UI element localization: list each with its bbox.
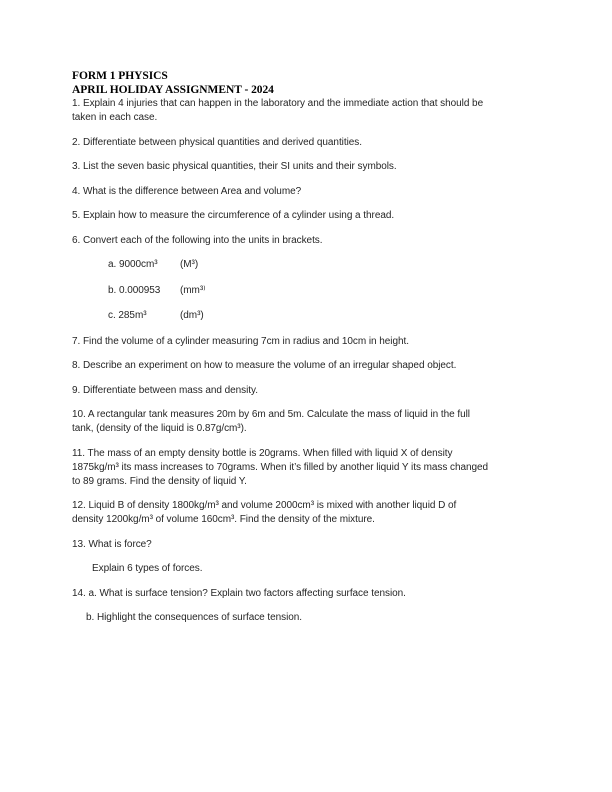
assignment-title: APRIL HOLIDAY ASSIGNMENT - 2024: [72, 84, 274, 96]
question-4: [72, 185, 542, 199]
question-10: [72, 408, 542, 436]
text-line: 1875kg/m³ its mass increases to 70grams. When it’s filled by another liquid Y its mass changed: [72, 461, 489, 473]
conversion-target-unit: (dm³): [180, 310, 204, 321]
question-11: [72, 447, 542, 489]
text-line: to 89 grams. Find the density of liquid Y.: [72, 475, 247, 487]
conversion-target-unit: (M³): [180, 259, 199, 270]
question-14b: [72, 611, 542, 625]
text-line: 11. The mass of an empty density bottle is 20grams. When filled with liquid X of density: [72, 447, 453, 459]
question-13-subtext: [72, 562, 542, 576]
text-line: 8. Describe an experiment on how to measure the volume of an irregular shaped object.: [72, 360, 457, 371]
question-5: [72, 209, 542, 223]
text-line: 2. Differentiate between physical quantities and derived quantities.: [72, 136, 362, 148]
question-13: [72, 538, 542, 552]
text-line: 4. What is the difference between Area and volume?: [72, 185, 302, 197]
text-line: taken in each case.: [72, 112, 158, 123]
text-line: 1. Explain 4 injuries that can happen in the laboratory and the immediate action that should be: [72, 98, 484, 109]
conversion-value: a. 9000cm³: [108, 259, 158, 270]
question-6-item-a: [72, 258, 542, 272]
text-line: tank, (density of the liquid is 0.87g/cm³).: [72, 423, 247, 434]
text-line: 12. Liquid B of density 1800kg/m³ and volume 2000cm³ is mixed with another liquid D of: [72, 500, 457, 511]
conversion-value: c. 285m³: [108, 310, 147, 321]
text-line: density 1200kg/m³ of volume 160cm³. Find the density of the mixture.: [72, 514, 375, 525]
text-line: 5. Explain how to measure the circumference of a cylinder using a thread.: [72, 210, 395, 221]
text-line: 14. a. What is surface tension? Explain two factors affecting surface tension.: [72, 587, 406, 599]
text-line: 3. List the seven basic physical quantities, their SI units and their symbols.: [72, 161, 397, 172]
question-12: [72, 499, 542, 527]
question-7: [72, 335, 542, 349]
question-6: [72, 234, 542, 248]
conversion-target-unit: (mm³⁾: [180, 284, 206, 296]
question-3: [72, 160, 542, 174]
course-title: FORM 1 PHYSICS: [72, 70, 168, 82]
text-line: 9. Differentiate between mass and density.: [72, 384, 258, 396]
question-14a: [72, 587, 542, 601]
document-header: [72, 69, 542, 97]
text-line: Explain 6 types of forces.: [92, 563, 203, 574]
text-line: 13. What is force?: [72, 538, 152, 550]
question-6-item-b: [72, 284, 542, 298]
question-6-item-c: [72, 309, 542, 323]
text-line: b. Highlight the consequences of surface tension.: [86, 612, 303, 623]
text-line: 10. A rectangular tank measures 20m by 6m and 5m. Calculate the mass of liquid in the full: [72, 409, 470, 420]
question-2: [72, 136, 542, 150]
question-9: [72, 384, 542, 398]
question-8: [72, 359, 542, 373]
text-line: 6. Convert each of the following into the units in brackets.: [72, 234, 323, 246]
conversion-value: b. 0.000953: [108, 284, 161, 296]
question-1: [72, 97, 542, 125]
text-line: 7. Find the volume of a cylinder measuring 7cm in radius and 10cm in height.: [72, 335, 409, 347]
